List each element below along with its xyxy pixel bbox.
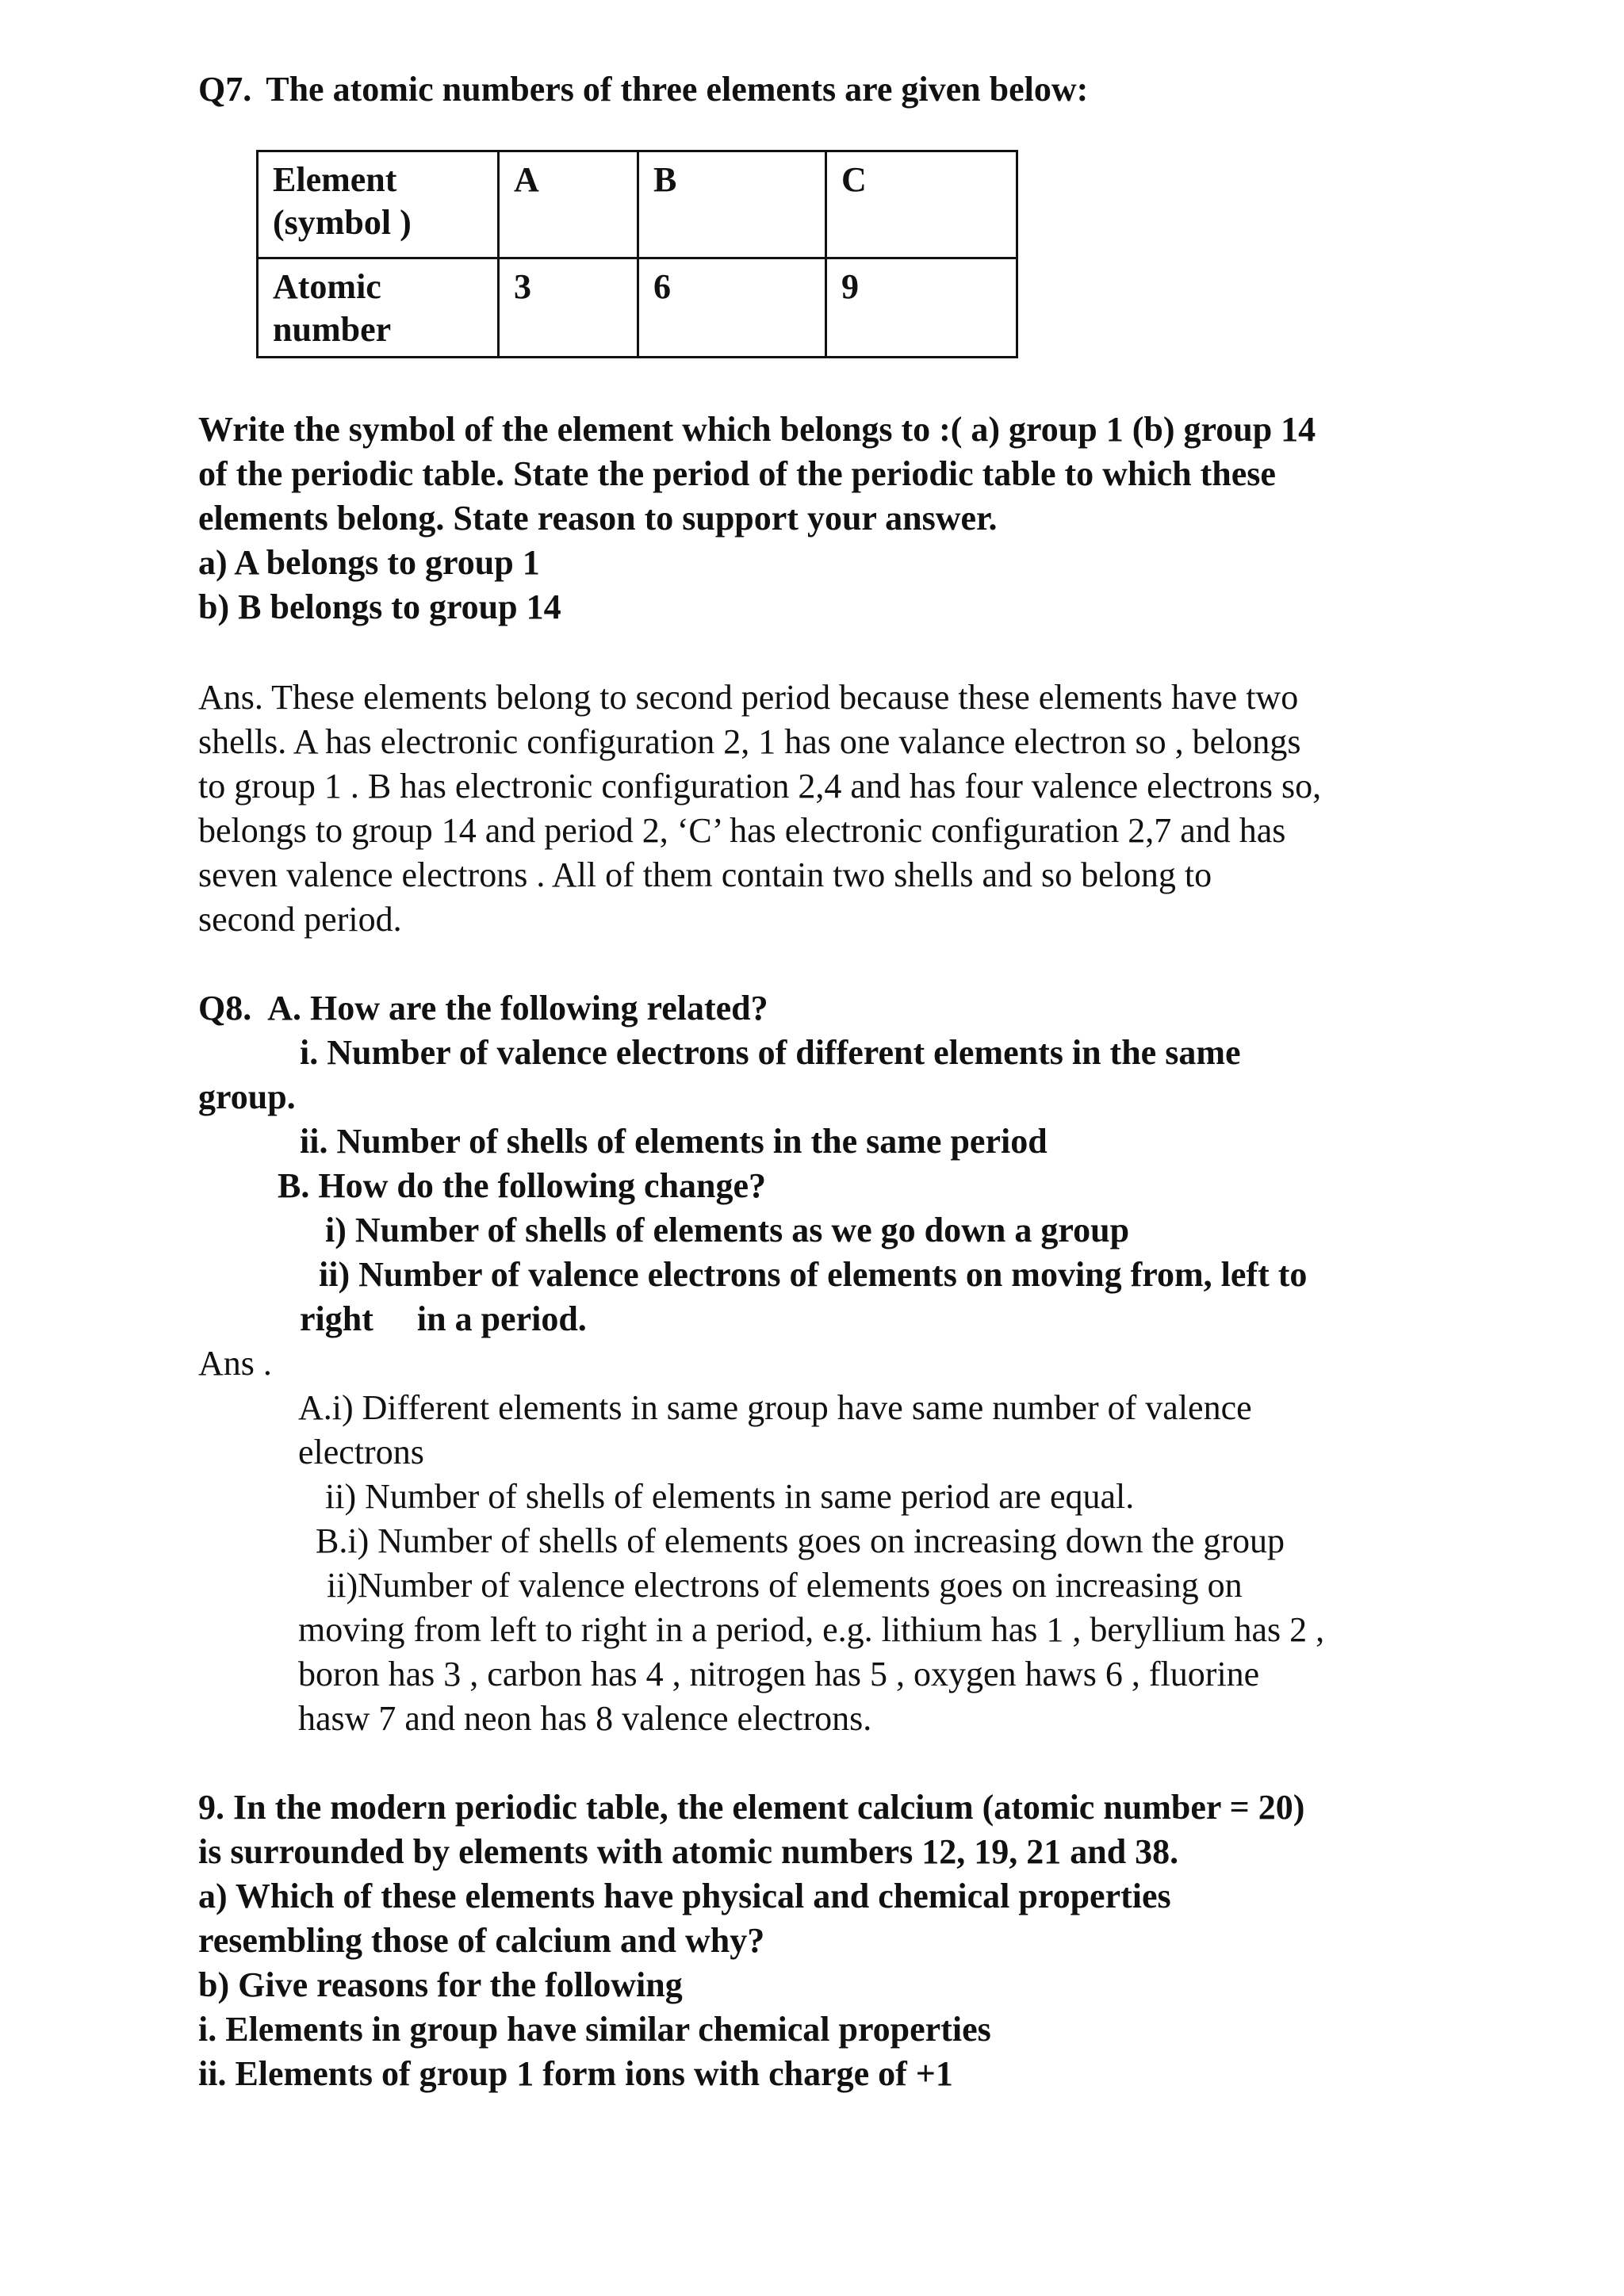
q7-question	[198, 408, 1467, 629]
q7-answer-line: to group 1 . B has electronic configuration 2,4 and has four valence electrons so,	[198, 767, 1322, 806]
q9-line: 9. In the modern periodic table, the element calcium (atomic number = 20)	[198, 1788, 1305, 1827]
q7-answer-line: belongs to group 14 and period 2, ‘C’ has electronic configuration 2,7 and has	[198, 811, 1286, 850]
q8-b-ii: ii) Number of valence electrons of elements on moving from, left to	[319, 1255, 1308, 1294]
q7-question-line: of the periodic table. State the period of the periodic table to which these	[198, 454, 1276, 493]
q8-answer-b-ii-4: hasw 7 and neon has 8 valence electrons.	[298, 1699, 872, 1738]
q8-answer-label: Ans .	[198, 1344, 272, 1383]
q8-b-ii-cont: right in a period.	[300, 1299, 587, 1338]
q8-answer-b-ii-2: moving from left to right in a period, e.g. lithium has 1 , beryllium has 2 ,	[298, 1610, 1325, 1649]
q7-answer-line: second period.	[198, 900, 402, 939]
q7-number: Q7.	[198, 70, 252, 109]
worksheet-page	[198, 67, 1467, 2096]
q7-answer-line: seven valence electrons . All of them contain two shells and so belong to	[198, 855, 1212, 894]
q7-answer-line: Ans. These elements belong to second period because these elements have two	[198, 678, 1299, 717]
table-header-atomic-number	[258, 258, 499, 358]
q8-part-b: B. How do the following change?	[278, 1166, 767, 1205]
q8-answer-b-ii-3: boron has 3 , carbon has 4 , nitrogen has 5 , oxygen haws 6 , fluorine	[298, 1655, 1260, 1693]
symbol-b: B	[638, 151, 826, 258]
q9-line: a) Which of these elements have physical and chemical properties	[198, 1877, 1171, 1915]
header-label-line-2: (symbol )	[273, 203, 412, 242]
q8-part-a: A. How are the following related?	[267, 989, 768, 1027]
q8-heading	[198, 986, 1467, 1031]
q7-answer	[198, 675, 1467, 942]
q9-line: resembling those of calcium and why?	[198, 1921, 765, 1960]
table-row-symbols	[258, 151, 1017, 258]
q9-line: i. Elements in group have similar chemical properties	[198, 2010, 991, 2049]
q8-a-i-cont: group.	[198, 1077, 296, 1116]
table-header-element	[258, 151, 499, 258]
q7-question-line: a) A belongs to group 1	[198, 543, 540, 582]
q8-a-ii: ii. Number of shells of elements in the same period	[300, 1122, 1048, 1161]
q8-question	[198, 986, 1467, 1341]
row2-label-line-2: number	[273, 310, 392, 349]
q7-question-line: b) B belongs to group 14	[198, 587, 561, 626]
q7-title: The atomic numbers of three elements are given below:	[266, 70, 1089, 109]
q8-answer	[198, 1386, 1467, 1741]
symbol-a: A	[499, 151, 638, 258]
q8-number: Q8.	[198, 989, 252, 1027]
q8-answer-b-i: B.i) Number of shells of elements goes on increasing down the group	[316, 1521, 1285, 1560]
q9-question	[198, 1785, 1467, 2096]
q8-answer-a-i-1: A.i) Different elements in same group have same number of valence	[298, 1388, 1252, 1427]
q8-b-i: i) Number of shells of elements as we go down a group	[325, 1211, 1130, 1249]
q8-answer-a-ii: ii) Number of shells of elements in same period are equal.	[325, 1477, 1135, 1516]
row2-label-line-1: Atomic	[273, 267, 381, 306]
q7-question-line: Write the symbol of the element which belongs to :( a) group 1 (b) group 14	[198, 410, 1316, 449]
q7-heading	[198, 67, 1467, 112]
table-row-atomic-numbers	[258, 258, 1017, 358]
q8-a-i: i. Number of valence electrons of different elements in the same	[300, 1033, 1241, 1072]
q7-question-line: elements belong. State reason to support your answer.	[198, 499, 998, 538]
symbol-c: C	[826, 151, 1017, 258]
q8-answer-b-ii-1: ii)Number of valence electrons of elements goes on increasing on	[327, 1566, 1243, 1605]
q8-answer-a-i-2: electrons	[298, 1433, 424, 1471]
q7-answer-line: shells. A has electronic configuration 2, 1 has one valance electron so , belongs	[198, 722, 1301, 761]
q9-line: ii. Elements of group 1 form ions with charge of +1	[198, 2054, 953, 2093]
atomic-number-a: 3	[499, 258, 638, 358]
q9-line: is surrounded by elements with atomic numbers 12, 19, 21 and 38.	[198, 1832, 1179, 1871]
atomic-number-table	[256, 150, 1018, 358]
header-label-line-1: Element	[273, 160, 397, 199]
q9-line: b) Give reasons for the following	[198, 1965, 683, 2004]
atomic-number-c: 9	[826, 258, 1017, 358]
atomic-number-b: 6	[638, 258, 826, 358]
